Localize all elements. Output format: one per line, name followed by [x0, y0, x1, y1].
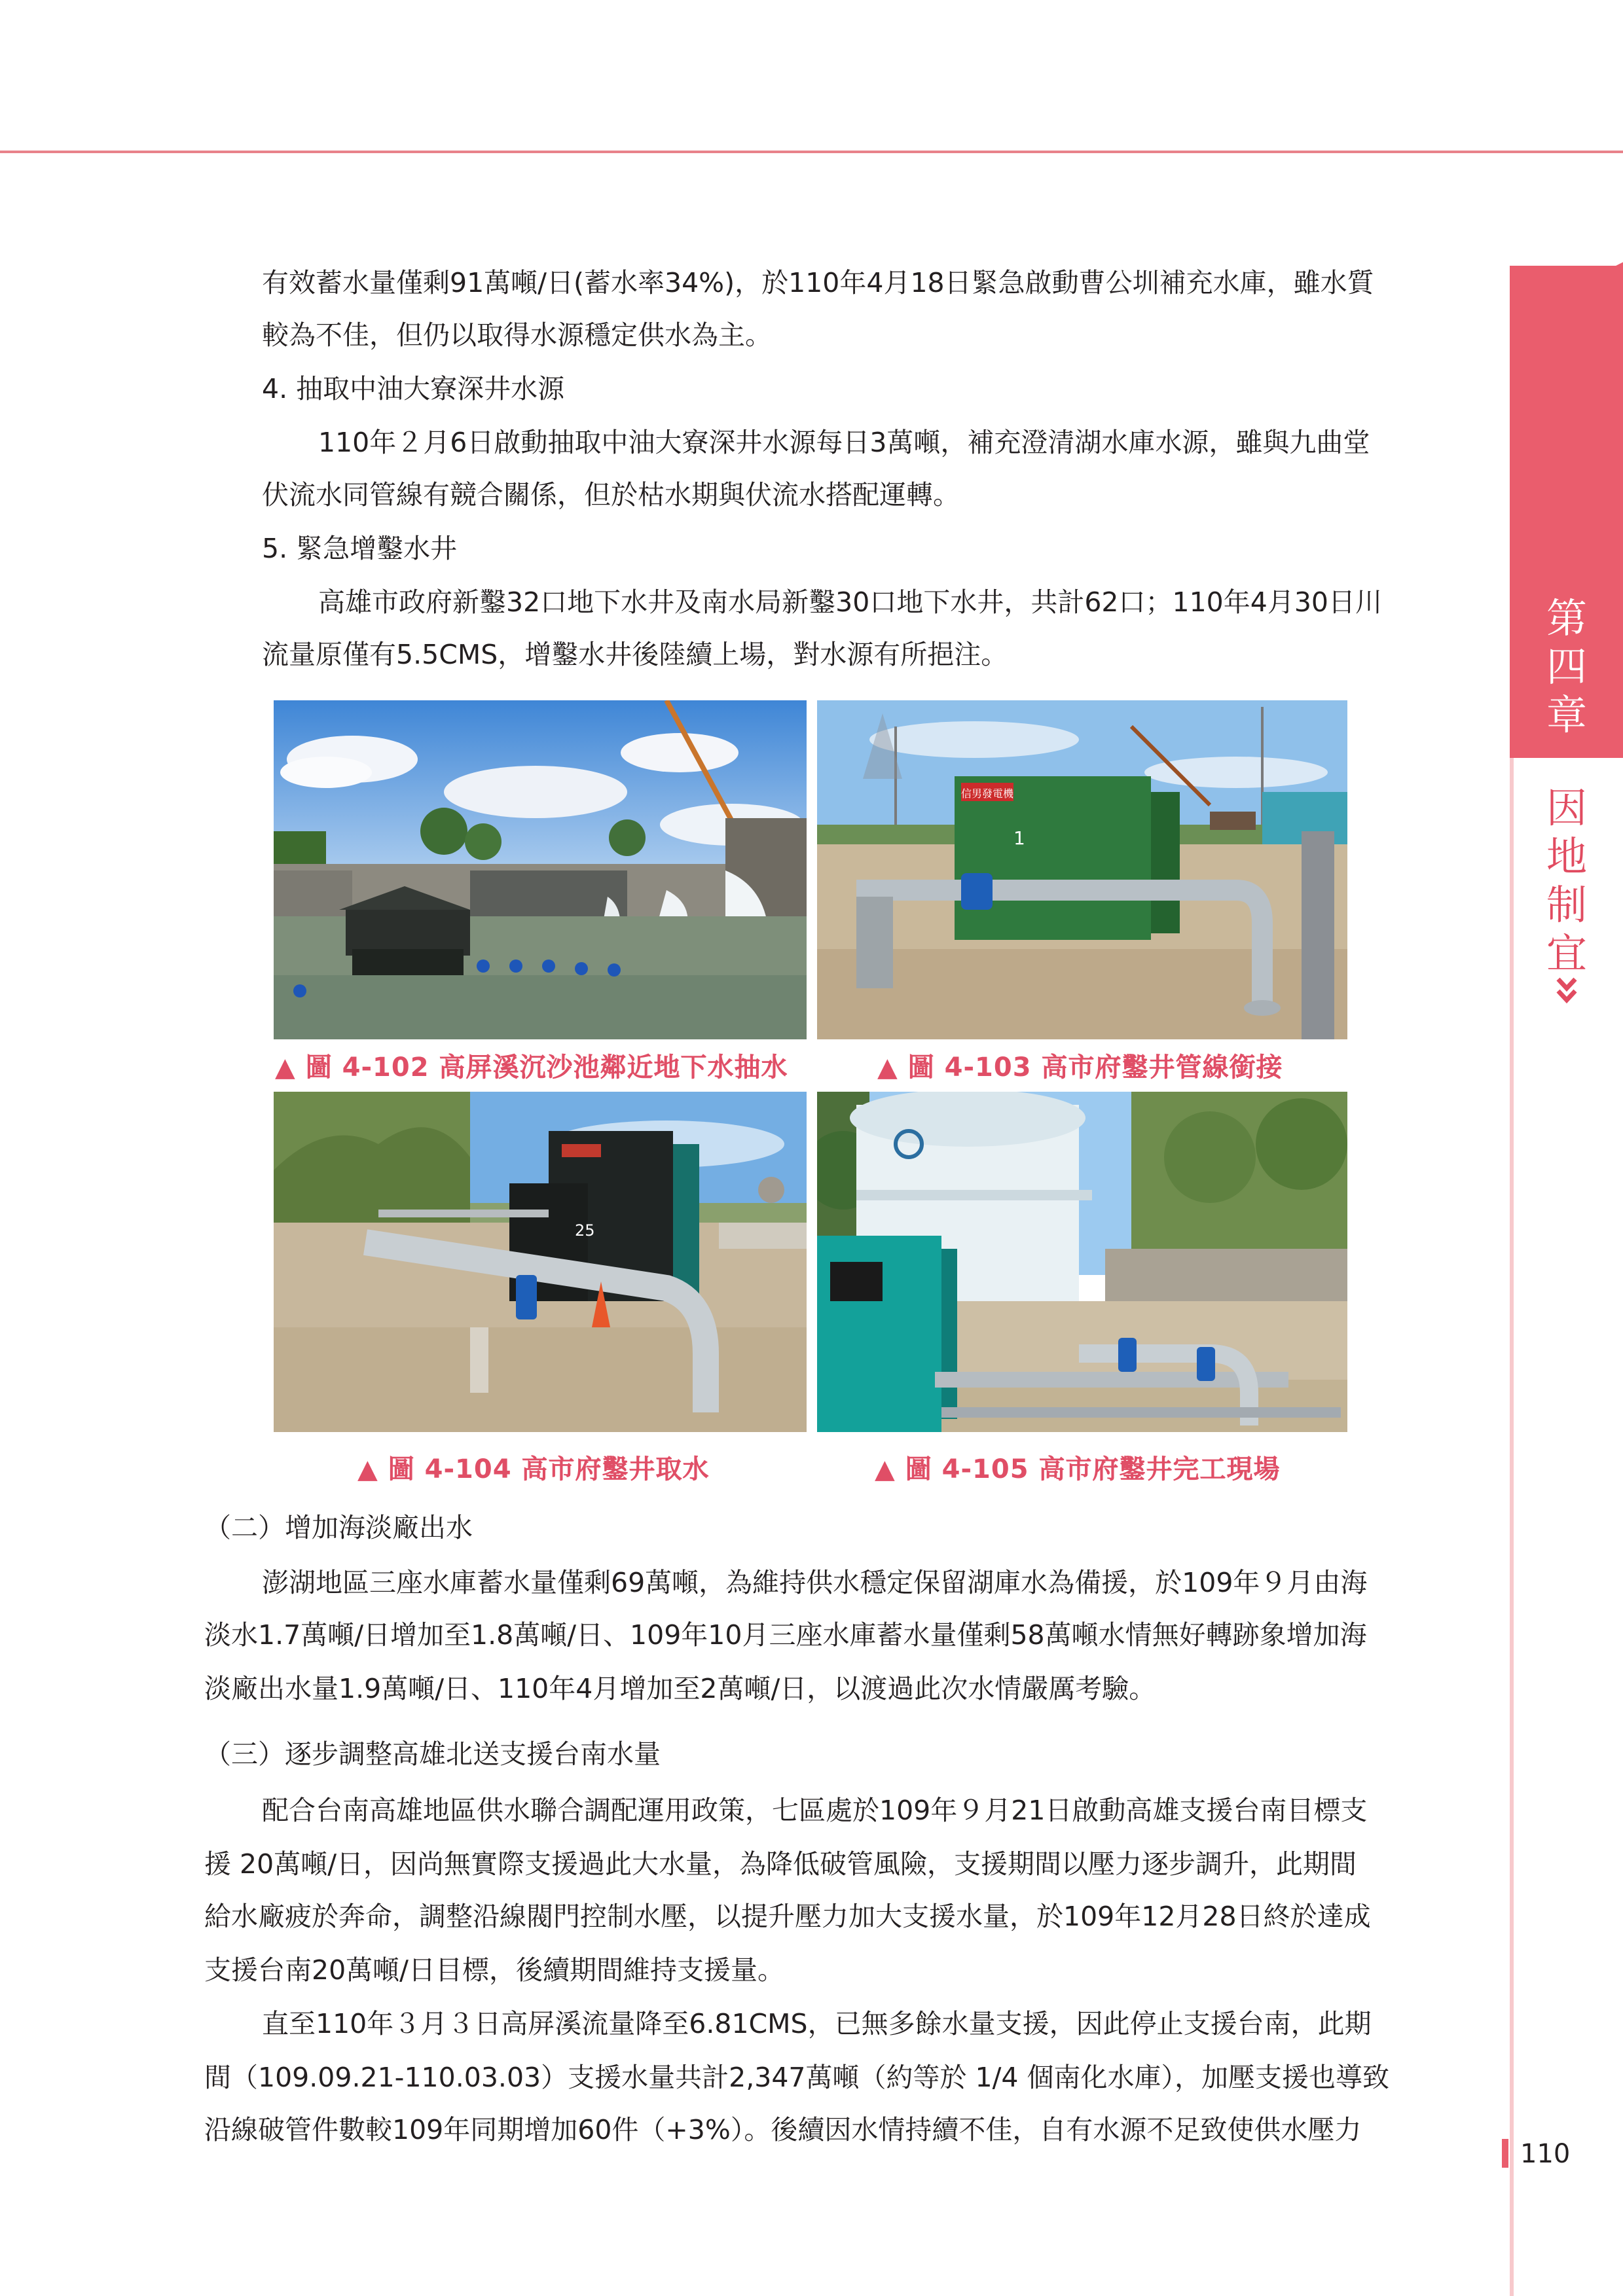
chapter-char: 章 — [1546, 692, 1587, 740]
topic-char: 制 — [1546, 882, 1587, 929]
figure-caption: ▲ 圖 4-105 高市府鑿井完工現場 — [875, 1453, 1281, 1484]
paragraph-line: 淡水1.7萬噸/日增加至1.8萬噸/日、109年10月三座水庫蓄水量僅剩58萬噸水情無好轉跡象增加海 — [204, 1619, 1367, 1651]
chapter-topic — [1510, 785, 1623, 979]
chapter-char: 第 — [1546, 596, 1587, 643]
topic-char: 宜 — [1546, 931, 1587, 978]
figure-caption: ▲ 圖 4-103 高市府鑿井管線銜接 — [877, 1051, 1283, 1083]
paragraph-line: 間（109.09.21-110.03.03）支援水量共計2,347萬噸（約等於 1/4 個南化水庫），加壓支援也導致 — [204, 2062, 1390, 2093]
page-number-marker — [1502, 2139, 1508, 2168]
paragraph-line: 較為不佳，但仍以取得水源穩定供水為主。 — [262, 319, 772, 351]
paragraph-line: 支援台南20萬噸/日目標，後續期間維持支援量。 — [204, 1954, 784, 1986]
list-heading: 5. 緊急增鑿水井 — [262, 533, 458, 564]
figure-caption: ▲ 圖 4-102 高屏溪沉沙池鄰近地下水抽水 — [275, 1051, 788, 1083]
topic-char: 因 — [1546, 785, 1587, 833]
paragraph-line: 流量原僅有5.5CMS，增鑿水井後陸續上場，對水源有所挹注。 — [262, 639, 1008, 670]
figure-photo-well-intake — [274, 1092, 807, 1432]
double-chevron-down-icon — [1510, 975, 1623, 1014]
list-heading: 4. 抽取中油大寮深井水源 — [262, 373, 565, 404]
figure-photo-settling-pond — [274, 700, 807, 1039]
paragraph-line: 直至110年３月３日高屏溪流量降至6.81CMS，已無多餘水量支援，因此停止支援台南，此期 — [262, 2008, 1372, 2039]
chapter-char: 四 — [1546, 644, 1587, 691]
unit-number-2: 25 — [575, 1221, 595, 1240]
paragraph-line: 沿線破管件數較109年同期增加60件（+3%）。後續因水情持續不佳，自有水源不足致使供水壓力 — [204, 2114, 1362, 2145]
unit-number: 1 — [1013, 827, 1025, 849]
paragraph-line: 援 20萬噸/日，因尚無實際支援過此大水量，為降低破管風險，支援期間以壓力逐步調升，此期間 — [204, 1848, 1357, 1880]
generator-sign: 信男發電機 — [960, 787, 1014, 800]
chapter-label — [1510, 596, 1623, 741]
paragraph-line: 高雄市政府新鑿32口地下水井及南水局新鑿30口地下水井，共計62口；110年4月30日川 — [318, 586, 1383, 618]
figure-caption: ▲ 圖 4-104 高市府鑿井取水 — [357, 1453, 710, 1484]
paragraph-line: 配合台南高雄地區供水聯合調配運用政策，七區處於109年９月21日啟動高雄支援台南目標支 — [262, 1795, 1368, 1826]
paragraph-line: 伏流水同管線有競合關係，但於枯水期與伏流水搭配運轉。 — [262, 479, 960, 511]
paragraph-line: 給水廠疲於奔命，調整沿線閥門控制水壓，以提升壓力加大支援水量，於109年12月28日終於達成 — [204, 1901, 1371, 1932]
header-rule — [0, 151, 1623, 153]
paragraph-line: 有效蓄水量僅剩91萬噸/日(蓄水率34%)，於110年4月18日緊急啟動曹公圳補充水庫，雖水質 — [262, 267, 1374, 298]
section-heading: （三）逐步調整高雄北送支援台南水量 — [204, 1738, 661, 1770]
figure-photo-pipe-connection — [817, 700, 1347, 1039]
section-heading: （二）增加海淡廠出水 — [204, 1512, 473, 1543]
paragraph-line: 110年２月6日啟動抽取中油大寮深井水源每日3萬噸，補充澄清湖水庫水源，雖與九曲堂 — [318, 427, 1370, 458]
paragraph-line: 澎湖地區三座水庫蓄水量僅剩69萬噸，為維持供水穩定保留湖庫水為備援，於109年９月由海 — [262, 1567, 1368, 1598]
figure-photo-completed-site — [817, 1092, 1347, 1432]
page-number: 110 — [1520, 2138, 1571, 2169]
paragraph-line: 淡廠出水量1.9萬噸/日、110年4月增加至2萬噸/日，以渡過此次水情嚴厲考驗。 — [204, 1673, 1156, 1704]
topic-char: 地 — [1546, 834, 1587, 881]
